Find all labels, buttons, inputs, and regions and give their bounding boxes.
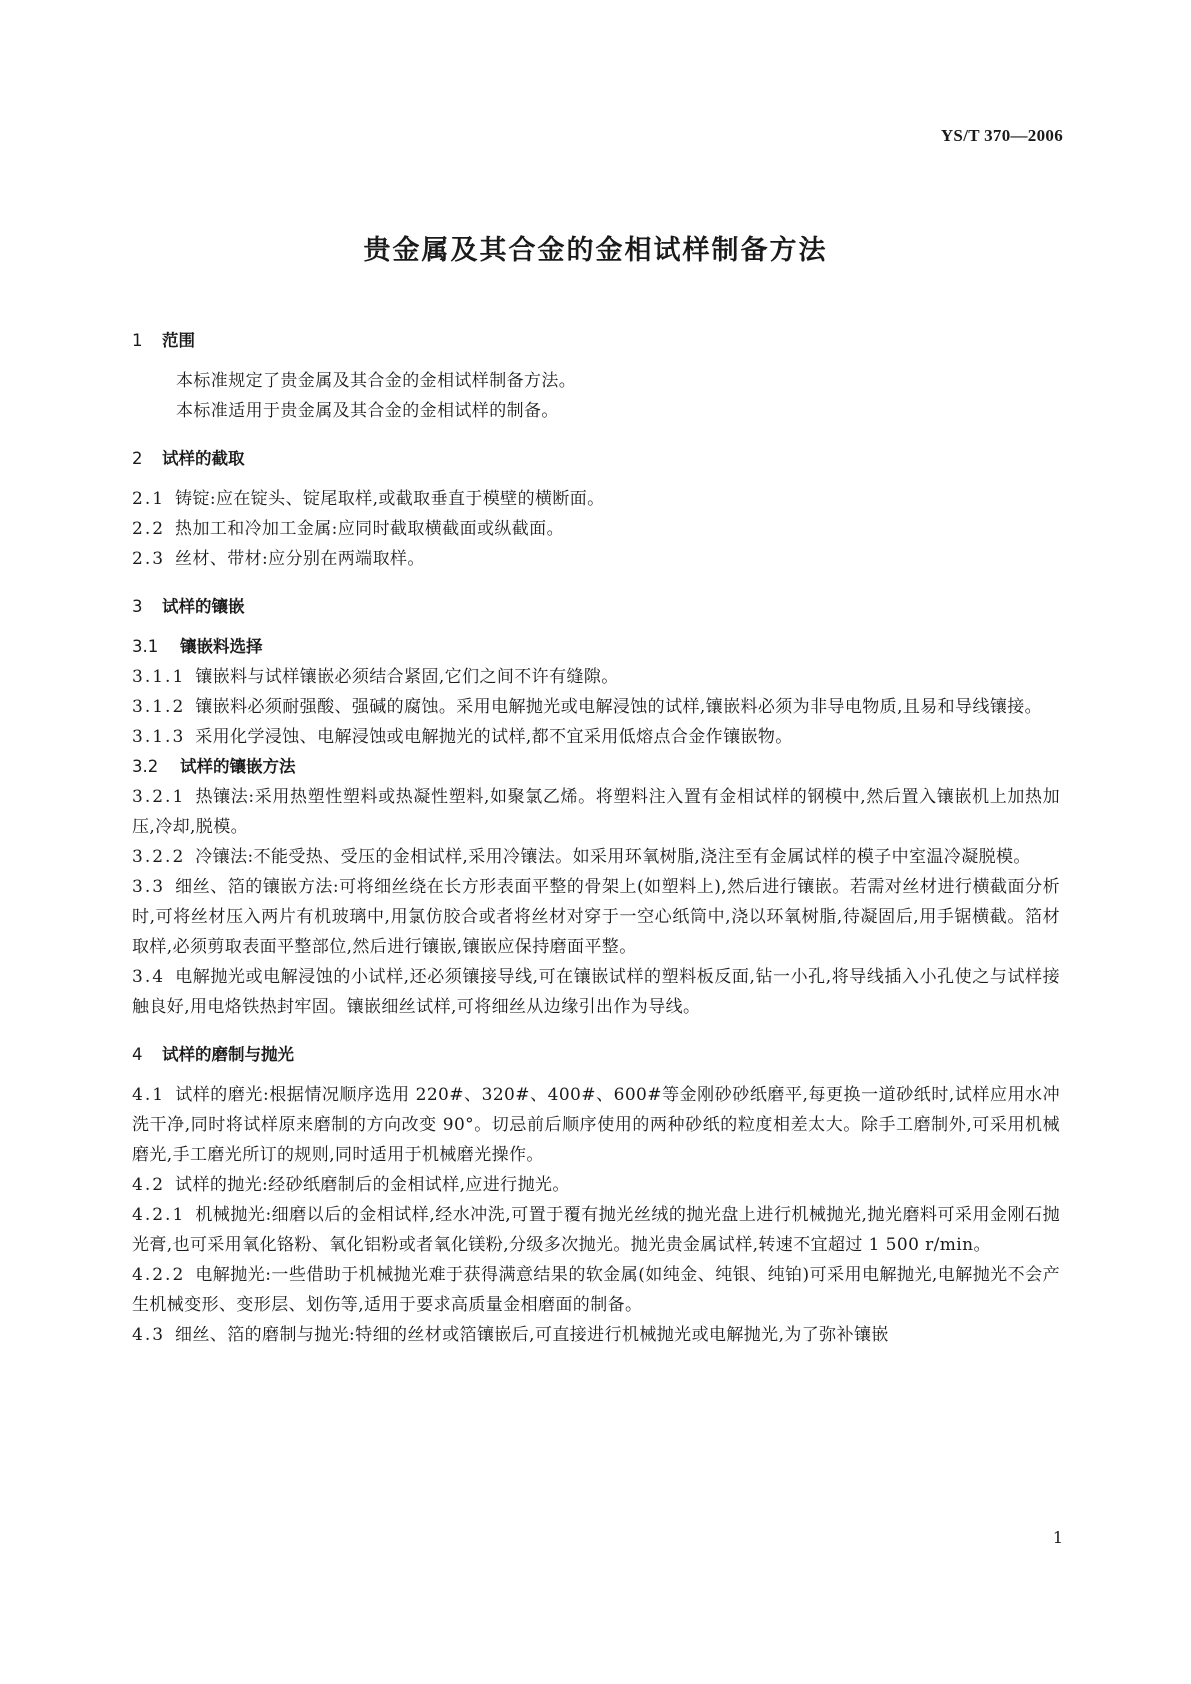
clause-number: 3.1.1 bbox=[132, 667, 186, 687]
clause-2-2 bbox=[132, 514, 1060, 544]
section-number: 1 bbox=[132, 331, 143, 350]
clause-3-1-3 bbox=[132, 722, 1060, 752]
clause-text: 试样的磨光:根据情况顺序选用 220#、320#、400#、600#等金刚砂砂纸磨平,每更换一道砂纸时,试样应用水冲洗干净,同时将试样原来磨制的方向改变 90°。切忌前后顺序使用的两种砂纸的粒度相差太大。除手工磨制外,可采用机械磨光,手工磨光所订的规则,同时适用于机械磨光操作。 bbox=[132, 1085, 1060, 1165]
clause-2-3 bbox=[132, 544, 1060, 574]
section-title: 试样的截取 bbox=[162, 449, 245, 468]
clause-number: 3.2.1 bbox=[132, 787, 186, 807]
page-number: 1 bbox=[1052, 1528, 1063, 1547]
clause-text: 冷镶法:不能受热、受压的金相试样,采用冷镶法。如采用环氧树脂,浇注至有金属试样的模子中室温冷凝脱模。 bbox=[195, 847, 1031, 867]
clause-4-2-1 bbox=[132, 1200, 1060, 1260]
clause-number: 4.3 bbox=[132, 1325, 166, 1345]
clause-4-3 bbox=[132, 1320, 1060, 1350]
clause-4-1 bbox=[132, 1080, 1060, 1170]
clause-number: 3.1.2 bbox=[132, 697, 186, 717]
clause-3-4 bbox=[132, 962, 1060, 1022]
clause-text: 电解抛光或电解浸蚀的小试样,还必须镶接导线,可在镶嵌试样的塑料板反面,钻一小孔,将导线插入小孔使之与试样接触良好,用电烙铁热封牢固。镶嵌细丝试样,可将细丝从边缘引出作为导线。 bbox=[132, 967, 1060, 1017]
clause-text: 细丝、箔的镶嵌方法:可将细丝绕在长方形表面平整的骨架上(如塑料上),然后进行镶嵌。若需对丝材进行横截面分析时,可将丝材压入两片有机玻璃中,用氯仿胶合或者将丝材对穿于一空心纸筒中,浇以环氧树脂,待凝固后,用手锯横截。箔材取样,必须剪取表面平整部位,然后进行镶嵌,镶嵌应保持磨面平整。 bbox=[132, 877, 1060, 957]
clause-text: 热加工和冷加工金属:应同时截取横截面或纵截面。 bbox=[175, 519, 564, 539]
clause-text: 镶嵌料必须耐强酸、强碱的腐蚀。采用电解抛光或电解浸蚀的试样,镶嵌料必须为非导电物质,且易和导线镶接。 bbox=[195, 697, 1043, 717]
clause-number: 4.2.1 bbox=[132, 1205, 186, 1225]
section-4-heading bbox=[132, 1040, 1060, 1070]
clause-number: 3.2.2 bbox=[132, 847, 186, 867]
subsection-3-2-heading bbox=[132, 752, 1060, 782]
document-code: YS/T 370—2006 bbox=[940, 126, 1063, 145]
section-2-heading bbox=[132, 444, 1060, 474]
clause-3-2-2 bbox=[132, 842, 1060, 872]
clause-3-3 bbox=[132, 872, 1060, 962]
section-title: 镶嵌料选择 bbox=[180, 637, 263, 656]
clause-3-1-2 bbox=[132, 692, 1060, 722]
section-number: 2 bbox=[132, 449, 143, 468]
clause-text: 镶嵌料与试样镶嵌必须结合紧固,它们之间不许有缝隙。 bbox=[195, 667, 619, 687]
section-number: 3.2 bbox=[132, 757, 159, 776]
clause-number: 4.2.2 bbox=[132, 1265, 186, 1285]
clause-number: 2.1 bbox=[132, 489, 166, 509]
section-title: 试样的镶嵌 bbox=[162, 597, 245, 616]
clause-2-1 bbox=[132, 484, 1060, 514]
clause-text: 细丝、箔的磨制与抛光:特细的丝材或箔镶嵌后,可直接进行机械抛光或电解抛光,为了弥补镶嵌 bbox=[175, 1325, 889, 1345]
clause-number: 3.4 bbox=[132, 967, 166, 987]
section-title: 试样的镶嵌方法 bbox=[180, 757, 296, 776]
paragraph: 本标准适用于贵金属及其合金的金相试样的制备。 bbox=[176, 401, 559, 421]
clause-number: 2.3 bbox=[132, 549, 166, 569]
clause-text: 试样的抛光:经砂纸磨制后的金相试样,应进行抛光。 bbox=[175, 1175, 570, 1195]
section-3-heading bbox=[132, 592, 1060, 622]
section-1-heading bbox=[132, 326, 1060, 356]
clause-number: 4.1 bbox=[132, 1085, 166, 1105]
clause-text: 采用化学浸蚀、电解浸蚀或电解抛光的试样,都不宜采用低熔点合金作镶嵌物。 bbox=[195, 727, 793, 747]
paragraph: 本标准规定了贵金属及其合金的金相试样制备方法。 bbox=[176, 371, 577, 391]
clause-number: 3.3 bbox=[132, 877, 166, 897]
clause-text: 热镶法:采用热塑性塑料或热凝性塑料,如聚氯乙烯。将塑料注入置有金相试样的钢模中,然后置入镶嵌机上加热加压,冷却,脱模。 bbox=[132, 787, 1060, 837]
section-number: 4 bbox=[132, 1045, 143, 1064]
clause-4-2-2 bbox=[132, 1260, 1060, 1320]
document-body bbox=[132, 326, 1060, 1350]
clause-number: 3.1.3 bbox=[132, 727, 186, 747]
clause-text: 机械抛光:细磨以后的金相试样,经水冲洗,可置于覆有抛光丝绒的抛光盘上进行机械抛光,抛光磨料可采用金刚石抛光膏,也可采用氧化铬粉、氧化铝粉或者氧化镁粉,分级多次抛光。抛光贵金属试样,转速不宜超过 1 500 r/min。 bbox=[132, 1205, 1060, 1255]
clause-text: 电解抛光:一些借助于机械抛光难于获得满意结果的软金属(如纯金、纯银、纯铂)可采用电解抛光,电解抛光不会产生机械变形、变形层、划伤等,适用于要求高质量金相磨面的制备。 bbox=[132, 1265, 1060, 1315]
section-number: 3 bbox=[132, 597, 143, 616]
section-number: 3.1 bbox=[132, 637, 159, 656]
clause-number: 4.2 bbox=[132, 1175, 166, 1195]
section-title: 试样的磨制与抛光 bbox=[162, 1045, 294, 1064]
section-title: 范围 bbox=[162, 331, 195, 350]
clause-text: 丝材、带材:应分别在两端取样。 bbox=[175, 549, 425, 569]
subsection-3-1-heading bbox=[132, 632, 1060, 662]
document-title: 贵金属及其合金的金相试样制备方法 bbox=[363, 235, 828, 266]
clause-number: 2.2 bbox=[132, 519, 166, 539]
clause-4-2 bbox=[132, 1170, 1060, 1200]
clause-3-1-1 bbox=[132, 662, 1060, 692]
clause-3-2-1 bbox=[132, 782, 1060, 842]
clause-text: 铸锭:应在锭头、锭尾取样,或截取垂直于模壁的横断面。 bbox=[175, 489, 605, 509]
